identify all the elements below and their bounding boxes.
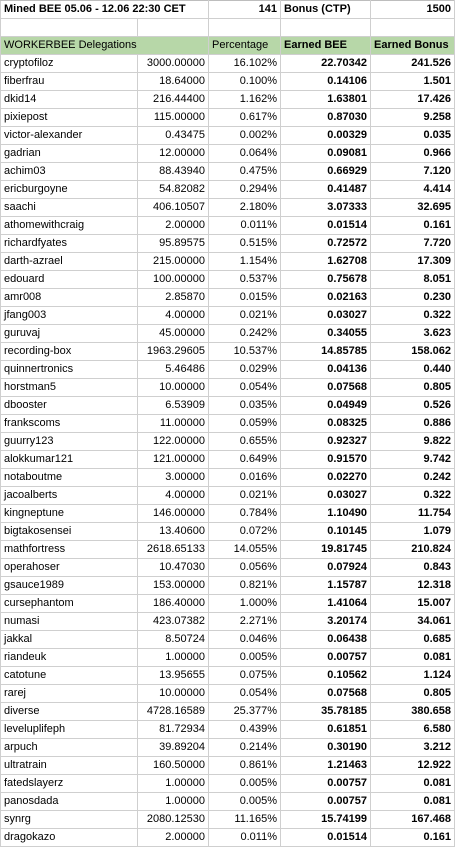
cell-earned-bee[interactable]: 0.87030 [281, 109, 371, 127]
cell-earned-bonus[interactable]: 0.886 [371, 415, 455, 433]
cell-earned-bonus[interactable]: 0.805 [371, 685, 455, 703]
cell-percentage[interactable]: 0.005% [209, 793, 281, 811]
blank-row [1, 19, 455, 37]
cell-earned-bonus[interactable]: 7.120 [371, 163, 455, 181]
cell-name[interactable]: alokkumar121 [1, 451, 138, 469]
summary-row [1, 1, 455, 19]
cell-earned-bee[interactable]: 0.07924 [281, 559, 371, 577]
empty-cell[interactable] [1, 19, 138, 37]
cell-amount[interactable]: 2080.12530 [138, 811, 209, 829]
cell-percentage[interactable]: 0.059% [209, 415, 281, 433]
cell-name[interactable]: darth-azrael [1, 253, 138, 271]
header-earned-bonus[interactable]: Earned Bonus [371, 37, 455, 55]
cell-earned-bonus[interactable]: 210.824 [371, 541, 455, 559]
cell-percentage[interactable]: 0.655% [209, 433, 281, 451]
table-row [1, 541, 455, 559]
cell-earned-bonus[interactable]: 167.468 [371, 811, 455, 829]
table-row [1, 775, 455, 793]
cell-amount[interactable]: 215.00000 [138, 253, 209, 271]
cell-amount[interactable]: 10.47030 [138, 559, 209, 577]
cell-earned-bee[interactable]: 0.07568 [281, 379, 371, 397]
cell-earned-bonus[interactable]: 0.161 [371, 217, 455, 235]
cell-earned-bonus[interactable]: 4.414 [371, 181, 455, 199]
cell-earned-bee[interactable]: 0.08325 [281, 415, 371, 433]
cell-earned-bonus[interactable]: 0.081 [371, 649, 455, 667]
table-row [1, 163, 455, 181]
table-row [1, 127, 455, 145]
cell-amount[interactable]: 1963.29605 [138, 343, 209, 361]
table-row [1, 739, 455, 757]
cell-name[interactable]: gadrian [1, 145, 138, 163]
cell-amount[interactable]: 216.44400 [138, 91, 209, 109]
cell-earned-bee[interactable]: 1.63801 [281, 91, 371, 109]
cell-percentage[interactable]: 0.011% [209, 217, 281, 235]
table-row [1, 523, 455, 541]
cell-earned-bonus[interactable]: 1.124 [371, 667, 455, 685]
cell-name[interactable]: frankscoms [1, 415, 138, 433]
cell-name[interactable]: dkid14 [1, 91, 138, 109]
cell-earned-bonus[interactable]: 9.258 [371, 109, 455, 127]
cell-amount[interactable]: 1.00000 [138, 775, 209, 793]
cell-name[interactable]: synrg [1, 811, 138, 829]
cell-name[interactable]: kingneptune [1, 505, 138, 523]
cell-amount[interactable]: 10.00000 [138, 685, 209, 703]
cell-earned-bee[interactable]: 22.70342 [281, 55, 371, 73]
cell-amount[interactable]: 54.82082 [138, 181, 209, 199]
cell-name[interactable]: panosdada [1, 793, 138, 811]
cell-amount[interactable]: 146.00000 [138, 505, 209, 523]
cell-earned-bonus[interactable]: 0.230 [371, 289, 455, 307]
cell-earned-bee[interactable]: 0.10562 [281, 667, 371, 685]
cell-name[interactable]: bigtakosensei [1, 523, 138, 541]
cell-earned-bee[interactable]: 0.91570 [281, 451, 371, 469]
table-row [1, 307, 455, 325]
table-row [1, 667, 455, 685]
table-row [1, 757, 455, 775]
cell-earned-bee[interactable]: 1.15787 [281, 577, 371, 595]
cell-earned-bee[interactable]: 1.10490 [281, 505, 371, 523]
table-row [1, 415, 455, 433]
cell-percentage[interactable]: 0.861% [209, 757, 281, 775]
cell-percentage[interactable]: 0.016% [209, 469, 281, 487]
empty-cell[interactable] [138, 19, 209, 37]
cell-amount[interactable]: 160.50000 [138, 757, 209, 775]
mined-value[interactable]: 141 [209, 1, 281, 19]
cell-earned-bee[interactable]: 3.20174 [281, 613, 371, 631]
table-row [1, 271, 455, 289]
header-earned-bee[interactable]: Earned BEE [281, 37, 371, 55]
cell-earned-bee[interactable]: 3.07333 [281, 199, 371, 217]
cell-earned-bee[interactable]: 0.04136 [281, 361, 371, 379]
cell-name[interactable]: jakkal [1, 631, 138, 649]
cell-percentage[interactable]: 0.005% [209, 775, 281, 793]
cell-amount[interactable]: 0.43475 [138, 127, 209, 145]
cell-earned-bee[interactable]: 35.78185 [281, 703, 371, 721]
cell-earned-bonus[interactable]: 0.035 [371, 127, 455, 145]
cell-amount[interactable]: 12.00000 [138, 145, 209, 163]
cell-percentage[interactable]: 0.005% [209, 649, 281, 667]
table-row [1, 235, 455, 253]
cell-earned-bonus[interactable]: 9.742 [371, 451, 455, 469]
cell-percentage[interactable]: 0.294% [209, 181, 281, 199]
cell-name[interactable]: catotune [1, 667, 138, 685]
cell-earned-bonus[interactable]: 0.526 [371, 397, 455, 415]
cell-percentage[interactable]: 0.035% [209, 397, 281, 415]
cell-percentage[interactable]: 0.617% [209, 109, 281, 127]
cell-earned-bonus[interactable]: 12.318 [371, 577, 455, 595]
table-row [1, 253, 455, 271]
cell-earned-bee[interactable]: 0.06438 [281, 631, 371, 649]
cell-percentage[interactable]: 0.002% [209, 127, 281, 145]
table-row [1, 55, 455, 73]
cell-earned-bee[interactable]: 0.10145 [281, 523, 371, 541]
cell-earned-bee[interactable]: 1.62708 [281, 253, 371, 271]
cell-percentage[interactable]: 16.102% [209, 55, 281, 73]
cell-amount[interactable]: 2.00000 [138, 217, 209, 235]
cell-name[interactable]: richardfyates [1, 235, 138, 253]
cell-name[interactable]: ericburgoyne [1, 181, 138, 199]
cell-amount[interactable]: 153.00000 [138, 577, 209, 595]
cell-name[interactable]: leveluplifeph [1, 721, 138, 739]
cell-name[interactable]: fatedslayerz [1, 775, 138, 793]
table-row [1, 199, 455, 217]
cell-name[interactable]: diverse [1, 703, 138, 721]
cell-percentage[interactable]: 0.537% [209, 271, 281, 289]
cell-earned-bee[interactable]: 15.74199 [281, 811, 371, 829]
table-row [1, 289, 455, 307]
cell-amount[interactable]: 186.40000 [138, 595, 209, 613]
cell-earned-bonus[interactable]: 0.843 [371, 559, 455, 577]
cell-percentage[interactable]: 0.021% [209, 307, 281, 325]
cell-percentage[interactable]: 0.056% [209, 559, 281, 577]
cell-earned-bee[interactable]: 0.03027 [281, 487, 371, 505]
cell-name[interactable]: edouard [1, 271, 138, 289]
table-row [1, 595, 455, 613]
table-row [1, 559, 455, 577]
cell-earned-bee[interactable]: 0.03027 [281, 307, 371, 325]
cell-amount[interactable]: 8.50724 [138, 631, 209, 649]
cell-amount[interactable]: 1.00000 [138, 793, 209, 811]
cell-amount[interactable]: 81.72934 [138, 721, 209, 739]
cell-percentage[interactable]: 0.515% [209, 235, 281, 253]
table-row [1, 109, 455, 127]
table-row [1, 361, 455, 379]
cell-amount[interactable]: 4.00000 [138, 307, 209, 325]
cell-amount[interactable]: 115.00000 [138, 109, 209, 127]
empty-cell[interactable] [209, 19, 281, 37]
cell-earned-bonus[interactable]: 1.501 [371, 73, 455, 91]
cell-amount[interactable]: 45.00000 [138, 325, 209, 343]
cell-earned-bonus[interactable]: 9.822 [371, 433, 455, 451]
cell-amount[interactable]: 2.85870 [138, 289, 209, 307]
cell-name[interactable]: guurry123 [1, 433, 138, 451]
table-row [1, 217, 455, 235]
cell-earned-bonus[interactable]: 0.440 [371, 361, 455, 379]
cell-name[interactable]: pixiepost [1, 109, 138, 127]
cell-name[interactable]: jacoalberts [1, 487, 138, 505]
table-row [1, 145, 455, 163]
cell-percentage[interactable]: 0.015% [209, 289, 281, 307]
cell-earned-bonus[interactable]: 32.695 [371, 199, 455, 217]
cell-amount[interactable]: 4.00000 [138, 487, 209, 505]
cell-name[interactable]: fiberfrau [1, 73, 138, 91]
cell-percentage[interactable]: 2.271% [209, 613, 281, 631]
cell-name[interactable]: riandeuk [1, 649, 138, 667]
cell-amount[interactable]: 122.00000 [138, 433, 209, 451]
cell-amount[interactable]: 10.00000 [138, 379, 209, 397]
cell-earned-bee[interactable]: 0.00757 [281, 793, 371, 811]
cell-name[interactable]: operahoser [1, 559, 138, 577]
cell-name[interactable]: rarej [1, 685, 138, 703]
table-row [1, 649, 455, 667]
cell-name[interactable]: dragokazo [1, 829, 138, 847]
cell-earned-bonus[interactable]: 15.007 [371, 595, 455, 613]
cell-amount[interactable]: 18.64000 [138, 73, 209, 91]
table-row [1, 487, 455, 505]
cell-percentage[interactable]: 1.162% [209, 91, 281, 109]
table-row [1, 397, 455, 415]
cell-name[interactable]: jfang003 [1, 307, 138, 325]
cell-earned-bee[interactable]: 0.34055 [281, 325, 371, 343]
cell-name[interactable]: ultratrain [1, 757, 138, 775]
cell-amount[interactable]: 39.89204 [138, 739, 209, 757]
mined-label[interactable]: Mined BEE 05.06 - 12.06 22:30 CET [1, 1, 209, 19]
cell-percentage[interactable]: 11.165% [209, 811, 281, 829]
cell-percentage[interactable]: 0.072% [209, 523, 281, 541]
cell-amount[interactable]: 1.00000 [138, 649, 209, 667]
cell-percentage[interactable]: 0.784% [209, 505, 281, 523]
cell-percentage[interactable]: 0.475% [209, 163, 281, 181]
cell-earned-bee[interactable]: 0.00757 [281, 775, 371, 793]
cell-amount[interactable]: 2618.65133 [138, 541, 209, 559]
cell-name[interactable]: victor-alexander [1, 127, 138, 145]
empty-cell[interactable] [281, 19, 371, 37]
cell-earned-bee[interactable]: 0.30190 [281, 739, 371, 757]
cell-earned-bee[interactable]: 0.04949 [281, 397, 371, 415]
cell-percentage[interactable]: 0.214% [209, 739, 281, 757]
cell-earned-bee[interactable]: 0.75678 [281, 271, 371, 289]
cell-earned-bee[interactable]: 0.92327 [281, 433, 371, 451]
cell-amount[interactable]: 95.89575 [138, 235, 209, 253]
table-row [1, 379, 455, 397]
table-row [1, 91, 455, 109]
cell-earned-bee[interactable]: 14.85785 [281, 343, 371, 361]
bonus-label[interactable]: Bonus (CTP) [281, 1, 371, 19]
cell-earned-bee[interactable]: 0.00757 [281, 649, 371, 667]
cell-percentage[interactable]: 1.154% [209, 253, 281, 271]
cell-percentage[interactable]: 0.029% [209, 361, 281, 379]
cell-amount[interactable]: 406.10507 [138, 199, 209, 217]
cell-name[interactable]: mathfortress [1, 541, 138, 559]
table-row [1, 73, 455, 91]
cell-earned-bonus[interactable]: 158.062 [371, 343, 455, 361]
cell-amount[interactable]: 11.00000 [138, 415, 209, 433]
cell-percentage[interactable]: 0.649% [209, 451, 281, 469]
cell-earned-bonus[interactable]: 7.720 [371, 235, 455, 253]
cell-earned-bee[interactable]: 1.21463 [281, 757, 371, 775]
cell-earned-bonus[interactable]: 3.212 [371, 739, 455, 757]
cell-percentage[interactable]: 14.055% [209, 541, 281, 559]
table-row [1, 181, 455, 199]
cell-percentage[interactable]: 0.821% [209, 577, 281, 595]
cell-name[interactable]: cursephantom [1, 595, 138, 613]
cell-earned-bee[interactable]: 0.02163 [281, 289, 371, 307]
table-row [1, 793, 455, 811]
table-row [1, 505, 455, 523]
cell-amount[interactable]: 13.40600 [138, 523, 209, 541]
cell-earned-bee[interactable]: 0.00329 [281, 127, 371, 145]
header-row [1, 37, 455, 55]
cell-earned-bonus[interactable]: 3.623 [371, 325, 455, 343]
cell-earned-bonus[interactable]: 380.658 [371, 703, 455, 721]
cell-earned-bonus[interactable]: 12.922 [371, 757, 455, 775]
cell-earned-bee[interactable]: 0.72572 [281, 235, 371, 253]
header-percentage[interactable]: Percentage [209, 37, 281, 55]
cell-percentage[interactable]: 1.000% [209, 595, 281, 613]
cell-percentage[interactable]: 0.439% [209, 721, 281, 739]
cell-amount[interactable]: 100.00000 [138, 271, 209, 289]
cell-amount[interactable]: 423.07382 [138, 613, 209, 631]
cell-earned-bonus[interactable]: 241.526 [371, 55, 455, 73]
table-row [1, 325, 455, 343]
cell-percentage[interactable]: 0.046% [209, 631, 281, 649]
cell-earned-bee[interactable]: 0.07568 [281, 685, 371, 703]
cell-percentage[interactable]: 2.180% [209, 199, 281, 217]
cell-earned-bonus[interactable]: 34.061 [371, 613, 455, 631]
cell-percentage[interactable]: 10.537% [209, 343, 281, 361]
cell-name[interactable]: numasi [1, 613, 138, 631]
cell-name[interactable]: horstman5 [1, 379, 138, 397]
cell-name[interactable]: quinnertronics [1, 361, 138, 379]
cell-percentage[interactable]: 0.021% [209, 487, 281, 505]
cell-earned-bee[interactable]: 0.02270 [281, 469, 371, 487]
table-row [1, 433, 455, 451]
cell-percentage[interactable]: 25.377% [209, 703, 281, 721]
cell-earned-bonus[interactable]: 8.051 [371, 271, 455, 289]
cell-earned-bonus[interactable]: 0.242 [371, 469, 455, 487]
cell-earned-bonus[interactable]: 0.081 [371, 775, 455, 793]
cell-name[interactable]: athomewithcraig [1, 217, 138, 235]
cell-name[interactable]: gsauce1989 [1, 577, 138, 595]
cell-earned-bonus[interactable]: 0.805 [371, 379, 455, 397]
cell-earned-bonus[interactable]: 0.322 [371, 307, 455, 325]
table-row [1, 577, 455, 595]
bonus-value[interactable]: 1500 [371, 1, 455, 19]
cell-name[interactable]: saachi [1, 199, 138, 217]
cell-percentage[interactable]: 0.054% [209, 379, 281, 397]
cell-amount[interactable]: 6.53909 [138, 397, 209, 415]
cell-name[interactable]: dbooster [1, 397, 138, 415]
cell-name[interactable]: amr008 [1, 289, 138, 307]
cell-amount[interactable]: 121.00000 [138, 451, 209, 469]
cell-amount[interactable]: 3.00000 [138, 469, 209, 487]
cell-earned-bonus[interactable]: 11.754 [371, 505, 455, 523]
cell-earned-bonus[interactable]: 17.426 [371, 91, 455, 109]
cell-earned-bee[interactable]: 0.61851 [281, 721, 371, 739]
cell-amount[interactable]: 2.00000 [138, 829, 209, 847]
cell-name[interactable]: guruvaj [1, 325, 138, 343]
cell-name[interactable]: recording-box [1, 343, 138, 361]
cell-earned-bonus[interactable]: 0.322 [371, 487, 455, 505]
cell-earned-bonus[interactable]: 1.079 [371, 523, 455, 541]
cell-name[interactable]: arpuch [1, 739, 138, 757]
cell-name[interactable]: achim03 [1, 163, 138, 181]
cell-earned-bee[interactable]: 0.01514 [281, 829, 371, 847]
table-row [1, 613, 455, 631]
cell-earned-bonus[interactable]: 0.966 [371, 145, 455, 163]
table-row [1, 451, 455, 469]
cell-amount[interactable]: 4728.16589 [138, 703, 209, 721]
cell-percentage[interactable]: 0.075% [209, 667, 281, 685]
cell-percentage[interactable]: 0.242% [209, 325, 281, 343]
table-row [1, 811, 455, 829]
cell-earned-bonus[interactable]: 17.309 [371, 253, 455, 271]
cell-earned-bee[interactable]: 0.01514 [281, 217, 371, 235]
cell-percentage[interactable]: 0.054% [209, 685, 281, 703]
cell-percentage[interactable]: 0.064% [209, 145, 281, 163]
cell-earned-bee[interactable]: 0.14106 [281, 73, 371, 91]
table-row [1, 685, 455, 703]
cell-earned-bonus[interactable]: 0.161 [371, 829, 455, 847]
cell-name[interactable]: cryptofiloz [1, 55, 138, 73]
cell-percentage[interactable]: 0.011% [209, 829, 281, 847]
table-row [1, 343, 455, 361]
table-row [1, 631, 455, 649]
header-name[interactable]: WORKERBEE Delegations [1, 37, 209, 55]
cell-amount[interactable]: 3000.00000 [138, 55, 209, 73]
table-row [1, 469, 455, 487]
cell-earned-bee[interactable]: 0.66929 [281, 163, 371, 181]
cell-percentage[interactable]: 0.100% [209, 73, 281, 91]
cell-amount[interactable]: 5.46486 [138, 361, 209, 379]
cell-earned-bonus[interactable]: 6.580 [371, 721, 455, 739]
cell-earned-bonus[interactable]: 0.685 [371, 631, 455, 649]
cell-earned-bee[interactable]: 0.41487 [281, 181, 371, 199]
empty-cell[interactable] [371, 19, 455, 37]
table-row [1, 703, 455, 721]
cell-name[interactable]: notaboutme [1, 469, 138, 487]
cell-amount[interactable]: 88.43940 [138, 163, 209, 181]
cell-earned-bee[interactable]: 0.09081 [281, 145, 371, 163]
cell-earned-bee[interactable]: 1.41064 [281, 595, 371, 613]
cell-earned-bee[interactable]: 19.81745 [281, 541, 371, 559]
table-row [1, 829, 455, 847]
cell-earned-bonus[interactable]: 0.081 [371, 793, 455, 811]
cell-amount[interactable]: 13.95655 [138, 667, 209, 685]
table-row [1, 721, 455, 739]
